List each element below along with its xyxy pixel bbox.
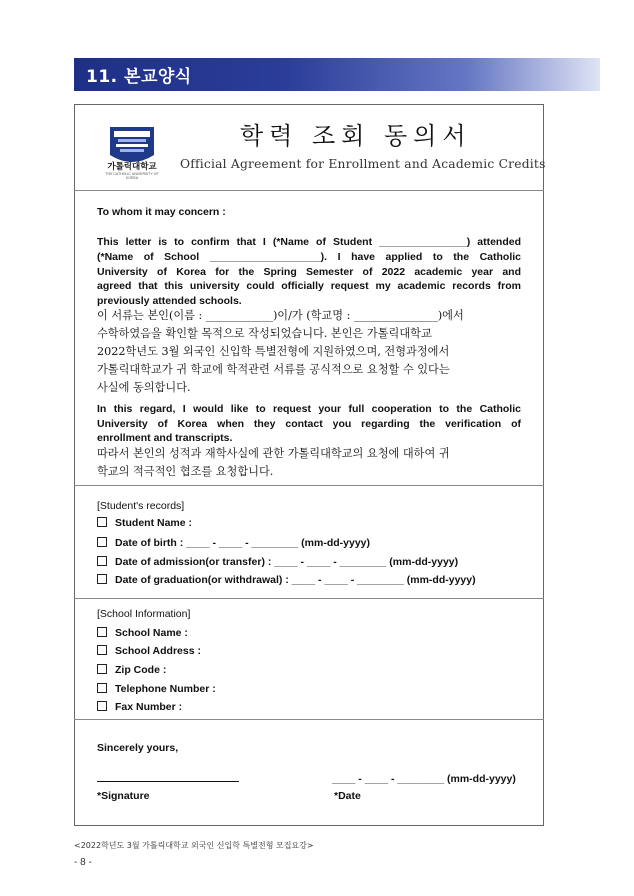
section-title: 11. 본교양식 bbox=[86, 67, 192, 87]
records-item-date-of-birth: Date of birth : ____ - ____ - ________ (mm-dd-yyyy) bbox=[97, 537, 370, 549]
paragraph-line: University of Korea for the Spring Semester of 2022 academic year and bbox=[97, 266, 521, 278]
paragraph-line: This letter is to confirm that I (*Name of Student _______________) attended bbox=[97, 236, 521, 248]
paragraph-line: University of Korea when they contact you regarding the verification of bbox=[97, 418, 521, 430]
paragraph-korean-line: 수학하였음을 확인할 목적으로 작성되었습니다. 본인은 가톨릭대학교 bbox=[97, 327, 432, 340]
divider-closing bbox=[74, 719, 544, 720]
school-item-fax: Fax Number : bbox=[97, 701, 182, 713]
paragraph-line: agreed that this university could officially request my academic records from bbox=[97, 280, 521, 292]
salutation: To whom it may concern : bbox=[97, 206, 226, 218]
divider-records bbox=[74, 485, 544, 486]
date-line[interactable]: ____ - ____ - ________ (mm-dd-yyyy) bbox=[332, 773, 516, 785]
checkbox[interactable] bbox=[97, 537, 107, 547]
divider-school bbox=[74, 598, 544, 599]
checkbox[interactable] bbox=[97, 645, 107, 655]
divider-header bbox=[74, 190, 544, 191]
school-item-address: School Address : bbox=[97, 645, 201, 657]
records-item-date-of-admission: Date of admission(or transfer) : ____ - ____ - ________ (mm-dd-yyyy) bbox=[97, 556, 458, 568]
paragraph-korean-line: 2022학년도 3월 외국인 신입학 특별전형에 지원하였으며, 전형과정에서 bbox=[97, 345, 450, 358]
school-item-zip-code: Zip Code : bbox=[97, 664, 166, 676]
records-item-student-name: Student Name : bbox=[97, 517, 192, 529]
paragraph-line: enrollment and transcripts. bbox=[97, 432, 233, 444]
school-item-telephone: Telephone Number : bbox=[97, 683, 216, 695]
checkbox[interactable] bbox=[97, 683, 107, 693]
checkbox[interactable] bbox=[97, 701, 107, 711]
paragraph-line: (*Name of School ___________________). I have applied to the Catholic bbox=[97, 251, 521, 263]
paragraph-korean-line: 가톨릭대학교가 귀 학교에 학적관련 서류를 공식적으로 요청할 수 있다는 bbox=[97, 363, 450, 376]
logo-text: 가톨릭대학교 bbox=[107, 162, 157, 172]
school-heading: [School Information] bbox=[97, 608, 191, 620]
signature-line[interactable] bbox=[97, 781, 239, 782]
paragraph-korean-line: 이 서류는 본인(이름 : ____________)이/가 (학교명 : _______________)에서 bbox=[97, 309, 464, 322]
checkbox[interactable] bbox=[97, 664, 107, 674]
checkbox[interactable] bbox=[97, 574, 107, 584]
document-title-korean: 학력 조회 동의서 bbox=[240, 122, 472, 150]
paragraph-korean-line: 사실에 동의합니다. bbox=[97, 381, 191, 394]
records-heading: [Student's records] bbox=[97, 500, 185, 512]
paragraph-line: previously attended schools. bbox=[97, 295, 242, 307]
footer-note: <2022학년도 3월 가톨릭대학교 외국인 신입학 특별전형 모집요강> bbox=[74, 841, 314, 850]
paragraph-korean-line: 학교의 적극적인 협조를 요청합니다. bbox=[97, 465, 274, 478]
document-title-english: Official Agreement for Enrollment and Academic Credits bbox=[180, 157, 546, 171]
records-item-date-of-graduation: Date of graduation(or withdrawal) : ____ - ____ - ________ (mm-dd-yyyy) bbox=[97, 574, 476, 586]
signature-label: *Signature bbox=[97, 790, 150, 802]
date-label: *Date bbox=[334, 790, 361, 802]
logo-subtext: THE CATHOLIC UNIVERSITY OF KOREA bbox=[105, 172, 159, 180]
closing-sincerely: Sincerely yours, bbox=[97, 742, 179, 754]
checkbox[interactable] bbox=[97, 627, 107, 637]
checkbox[interactable] bbox=[97, 556, 107, 566]
page-number: - 8 - bbox=[74, 857, 92, 868]
school-item-name: School Name : bbox=[97, 627, 188, 639]
checkbox[interactable] bbox=[97, 517, 107, 527]
paragraph-line: In this regard, I would like to request your full cooperation to the Catholic bbox=[97, 403, 521, 415]
paragraph-korean-line: 따라서 본인의 성적과 재학사실에 관한 가톨릭대학교의 요청에 대하여 귀 bbox=[97, 447, 450, 460]
